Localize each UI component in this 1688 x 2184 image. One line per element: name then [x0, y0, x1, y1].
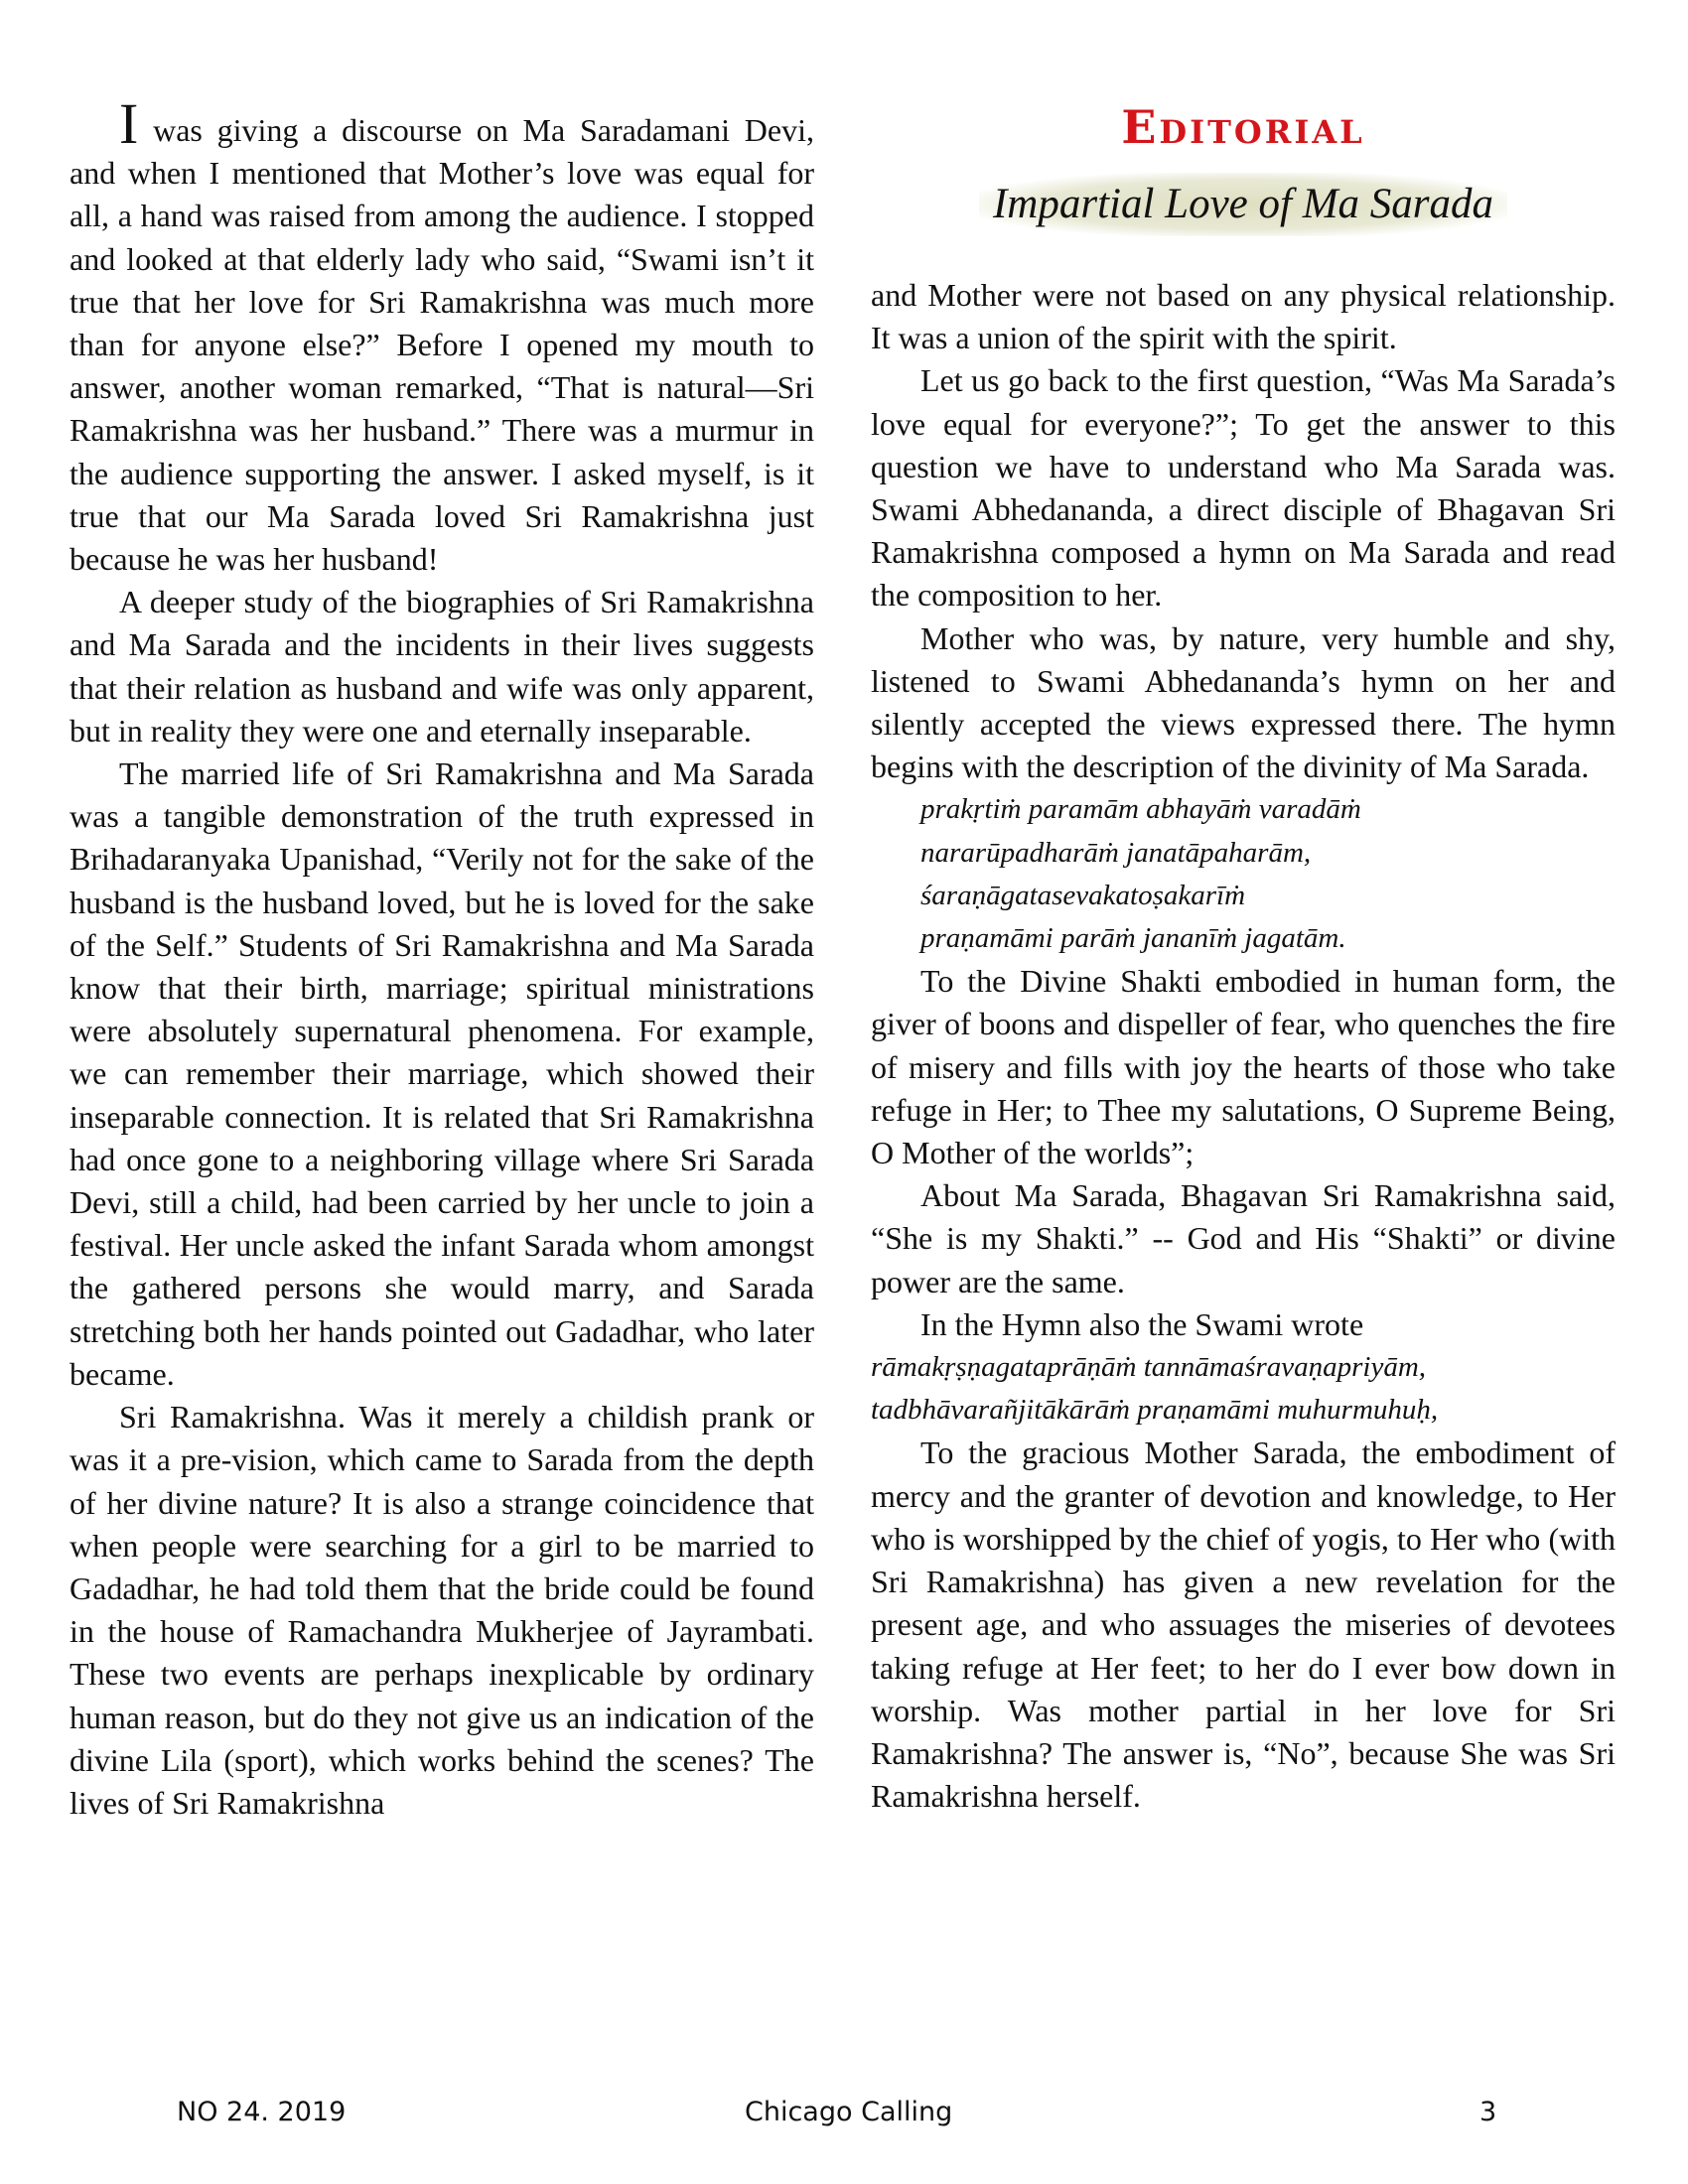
- paragraph-6: Let us go back to the first question, “Was Ma Sarada’s love equal for everyone?”; To get the answer to this question we have to understand who Ma Sarada was. Swami Abhedananda, a direct disciple of Bhagavan Sri Ramakrishna composed a hymn on Ma Sarada and read the composition to her.: [871, 362, 1616, 614]
- verse-line: śaraṇāgatasevakatoṣakarīṁ: [920, 879, 1246, 911]
- paragraph-4: Sri Ramakrishna. Was it merely a childish prank or was it a pre-vision, which came to Sarada from the depth of her divine nature? It is also a strange coincidence that when people were searching for a girl to be married to Gadadhar, he had told them that the bride could be found in the house of Ramachandra Mukherjee of Jayrambati. These two events are perhaps inexplicable by ordinary human reason, but do they not give us an indication of the divine Lila (sport), which works behind the scenes? The lives of Sri Ramakrishna: [70, 1399, 814, 1821]
- section-heading: Editorial: [1121, 100, 1365, 154]
- article-title: Impartial Love of Ma Sarada: [979, 173, 1507, 236]
- paragraph-11: To the gracious Mother Sarada, the embodiment of mercy and the granter of devotion and knowledge, to Her who is worshipped by the chief of yogis, to Her who (with Sri Ramakrishna) has given a new revelation for the present age, and who assuages the miseries of devotees taking refuge at Her feet; to her do I ever bow down in worship. Was mother partial in her love for Sri Ramakrishna? The answer is, “No”, because She was Sri Ramakrishna herself.: [871, 1434, 1616, 1815]
- paragraph-10: In the Hymn also the Swami wrote: [920, 1305, 1364, 1342]
- paragraph-8: To the Divine Shakti embodied in human form, the giver of boons and dispeller of fear, who quenches the fire of misery and fills with joy the hearts of those who take refuge in Her; to Thee my salutations, O Supreme Being, O Mother of the worlds”;: [871, 963, 1616, 1171]
- left-column: [70, 91, 814, 1825]
- footer-issue: NO 24. 2019: [177, 2097, 347, 2127]
- drop-cap: I: [119, 91, 139, 156]
- hymn-verse-1: [871, 788, 1616, 960]
- paragraph-2: A deeper study of the biographies of Sri Ramakrishna and Ma Sarada and the incidents in their lives suggests that their relation as husband and wife was only apparent, but in reality they were one and eternally inseparable.: [70, 584, 814, 749]
- paragraph-9: About Ma Sarada, Bhagavan Sri Ramakrishna said, “She is my Shakti.” -- God and His “Shakti” or divine power are the same.: [871, 1177, 1616, 1299]
- title-wrap: [871, 173, 1616, 236]
- paragraph-7: Mother who was, by nature, very humble and shy, listened to Swami Abhedananda’s hymn on her and silently accepted the views expressed there. The hymn begins with the description of the divinity of Ma Sarada.: [871, 619, 1616, 785]
- paragraph-1: I was giving a discourse on Ma Saradamani Devi, and when I mentioned that Mother’s love was equal for all, a hand was raised from among the audience. I stopped and looked at that elderly lady who said, “Swami isn’t it true that her love for Sri Ramakrishna was much more than for anyone else?” Before I opened my mouth to answer, another woman remarked, “That is natural—Sri Ramakrishna was her husband.” There was a murmur in the audience supporting the answer. I asked myself, is it true that our Ma Sarada loved Sri Ramakrishna just because he was her husband!: [70, 91, 814, 578]
- footer-publication: Chicago Calling: [745, 2097, 953, 2127]
- verse-line: prakṛtiṁ paramām abhayāṁ varadāṁ: [920, 793, 1361, 826]
- verse-line: tadbhāvarañjitākārāṁ praṇamāmi muhurmuhuḥ,: [871, 1394, 1439, 1427]
- paragraph-5: and Mother were not based on any physical relationship. It was a union of the spirit with the spirit.: [871, 277, 1616, 356]
- verse-line: praṇamāmi parāṁ jananīṁ jagatām.: [920, 922, 1346, 955]
- verse-line: nararūpadharāṁ janatāpaharām,: [920, 836, 1312, 869]
- footer-page-number: 3: [1479, 2097, 1497, 2127]
- right-column: [871, 99, 1616, 1818]
- paragraph-3: The married life of Sri Ramakrishna and Ma Sarada was a tangible demonstration of the truth expressed in Brihadaranyaka Upanishad, “Verily not for the sake of the husband is the husband loved, but he is loved for the sake of the Self.” Students of Sri Ramakrishna and Ma Sarada know that their birth, marriage; spiritual ministrations were absolutely supernatural phenomena. For example, we can remember their marriage, which showed their inseparable connection. It is related that Sri Ramakrishna had once gone to a neighboring village where Sri Sarada Devi, still a child, had been carried by her uncle to join a festival. Her uncle asked the infant Sarada whom amongst the gathered persons she would marry, and Sarada stretching both her hands pointed out Gadadhar, who later became.: [70, 755, 814, 1392]
- verse-line: rāmakṛṣṇagataprāṇāṁ tannāmaśravaṇapriyām,: [871, 1351, 1427, 1384]
- hymn-verse-2: [871, 1346, 1616, 1432]
